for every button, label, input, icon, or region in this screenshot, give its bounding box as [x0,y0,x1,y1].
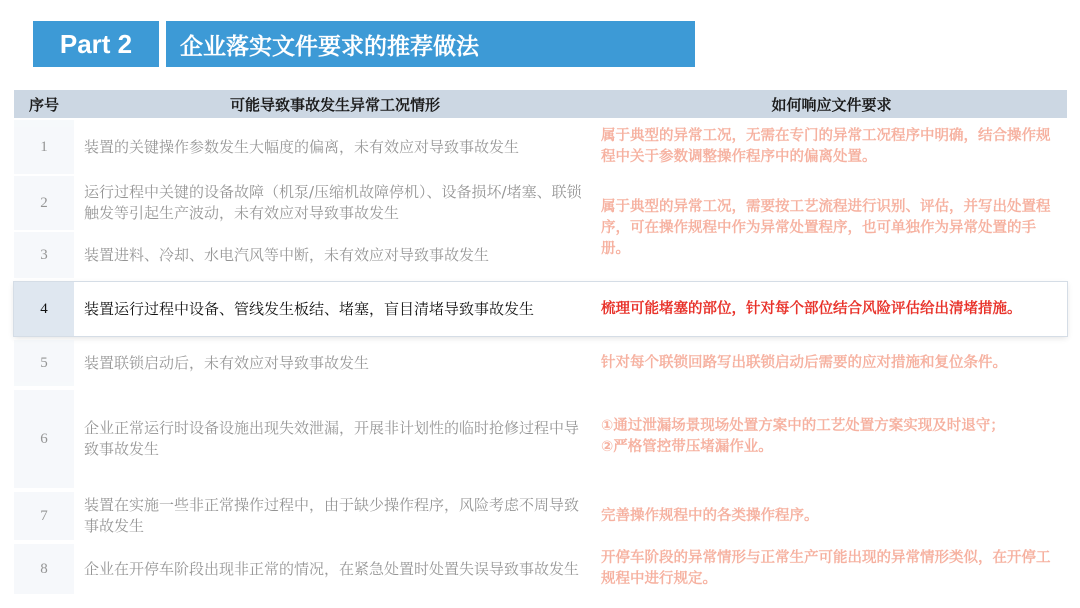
row-number: 5 [14,340,74,386]
row-number: 8 [14,544,74,594]
condition-text: 装置的关键操作参数发生大幅度的偏离，未有效应对导致事故发生 [84,137,520,156]
response-text: 梳理可能堵塞的部位，针对每个部位结合风险评估给出清堵措施。 [601,300,1022,317]
response-text: 完善操作规程中的各类操作程序。 [601,507,819,524]
condition-text: 企业在开停车阶段出现非正常的情况，在紧急处置时处置失误导致事故发生 [84,559,580,578]
condition-text: 装置在实施一些非正常操作过程中，由于缺少操作程序，风险考虑不周导致事故发生 [84,496,580,535]
condition-text: 运行过程中关键的设备故障（机泵/压缩机故障停机）、设备损坏/堵塞、联锁触发等引起生产波动，未有效应对导致事故发生 [84,183,582,222]
table-row-highlighted [14,282,1067,336]
row-number: 6 [14,390,74,488]
part-label: Part 2 [33,21,159,67]
column-header-number: 序号 [28,95,59,114]
condition-text: 装置运行过程中设备、管线发生板结、堵塞，盲目清堵导致事故发生 [84,299,535,318]
row-number: 3 [14,232,74,278]
response-text: ①通过泄漏场景现场处置方案中的工艺处置方案实现及时退守； ②严格管控带压堵漏作业。 [601,418,1005,455]
condition-text: 企业正常运行时设备设施出现失效泄漏，开展非计划性的临时抢修过程中导致事故发生 [84,419,580,458]
column-header-response: 如何响应文件要求 [771,95,892,114]
row-number: 7 [14,492,74,540]
response-text: 开停车阶段的异常情形与正常生产可能出现的异常情形类似，在开停工规程中进行规定。 [601,550,1051,587]
row-number: 1 [14,120,74,174]
condition-text: 装置联锁启动后，未有效应对导致事故发生 [84,353,370,372]
row-number: 2 [14,176,74,230]
response-text: 属于典型的异常工况，需要按工艺流程进行识别、评估，并写出处置程序，可在操作规程中作为异常处置程序，也可单独作为异常处置的手册。 [601,198,1051,257]
condition-text: 装置进料、冷却、水电汽风等中断，未有效应对导致事故发生 [84,245,490,264]
response-text: 属于典型的异常工况，无需在专门的异常工况程序中明确，结合操作规程中关于参数调整操作程序中的偏离处置。 [601,128,1051,165]
row-number: 4 [14,282,74,336]
page-title: 企业落实文件要求的推荐做法 [166,21,695,67]
response-text: 针对每个联锁回路写出联锁启动后需要的应对措施和复位条件。 [601,354,1007,371]
table-header [14,90,1067,118]
column-header-condition: 可能导致事故发生异常工况情形 [229,95,440,114]
